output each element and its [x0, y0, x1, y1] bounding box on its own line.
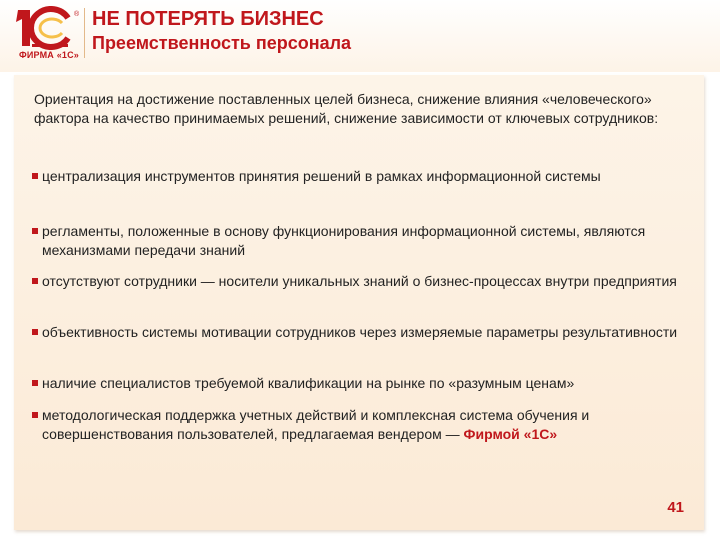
- bullet-marker: [32, 329, 38, 335]
- list-item-text: наличие специалистов требуемой квалификации на рынке по «разумным ценам»: [42, 375, 575, 391]
- company-logo: [8, 6, 80, 66]
- page-subtitle: Преемственность персонала: [92, 33, 352, 53]
- list-item: [32, 167, 692, 186]
- content-card: [14, 75, 704, 530]
- bullet-marker: [32, 278, 38, 284]
- list-item-text-wrap: [32, 406, 692, 444]
- list-item: [32, 323, 692, 342]
- registered-mark: ®: [74, 11, 80, 18]
- page-title: НЕ ПОТЕРЯТЬ БИЗНЕС: [92, 8, 324, 30]
- vendor-name: Фирмой «1С»: [463, 426, 558, 442]
- list-item: [32, 374, 692, 393]
- bullet-marker: [32, 173, 38, 179]
- list-item: [32, 222, 692, 260]
- list-item: [32, 272, 692, 291]
- list-item-text: отсутствуют сотрудники — носители уникальных знаний о бизнес-процессах внутри предприятия: [42, 273, 677, 289]
- intro-paragraph: Ориентация на достижение поставленных целей бизнеса, снижение влияния «человеческого» фактора на качество принимаемых решений, снижение зависимости от ключевых сотрудников:: [34, 91, 659, 126]
- bullet-marker: [32, 380, 38, 386]
- 1c-logo-icon: [8, 6, 84, 50]
- bullet-marker: [32, 412, 38, 418]
- list-item-text: методологическая поддержка учетных действий и комплексная система обучения и совершенствования пользователей, предлагаемая вендером —: [42, 407, 590, 442]
- logo-caption: ФИРМА «1С»: [18, 50, 80, 60]
- slide-header: [0, 0, 720, 72]
- list-item-text: централизация инструментов принятия решений в рамках информационной системы: [42, 168, 601, 184]
- bullet-marker: [32, 228, 38, 234]
- list-item-text: регламенты, положенные в основу функционирования информационной системы, являются механизмами передачи знаний: [42, 223, 646, 258]
- list-item: [32, 406, 692, 444]
- page-number: 41: [667, 499, 684, 516]
- list-item-text: объективность системы мотивации сотрудников через измеряемые параметры результативности: [42, 324, 678, 340]
- header-divider: [84, 8, 85, 58]
